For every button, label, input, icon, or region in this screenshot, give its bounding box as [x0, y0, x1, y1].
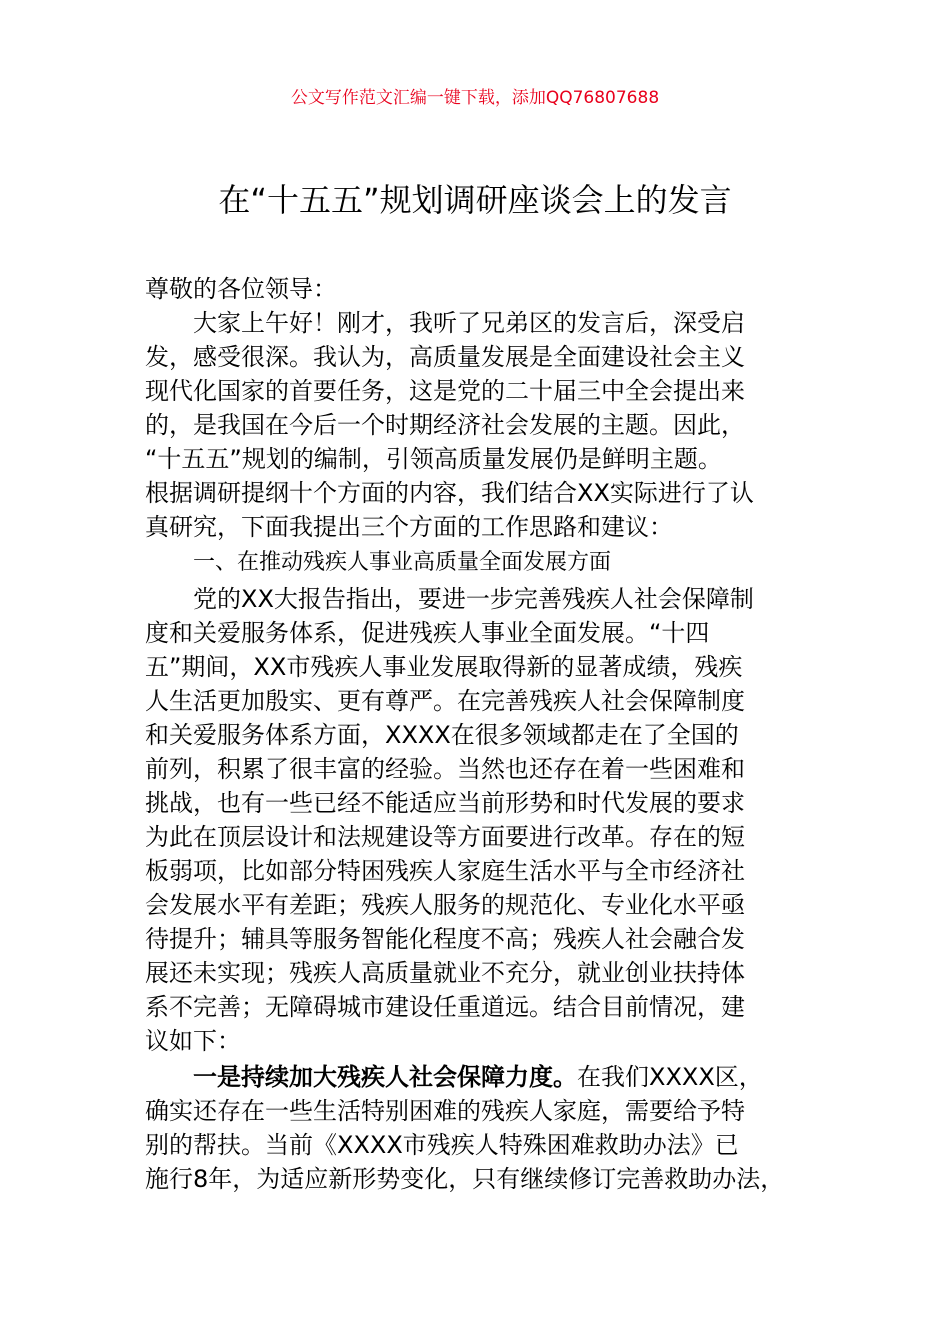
body-line: 大家上午好！刚才，我听了兄弟区的发言后，深受启 — [193, 309, 745, 337]
body-line: 展还未实现；残疾人高质量就业不充分，就业创业扶持体 — [145, 959, 745, 987]
body-line: 现代化国家的首要任务，这是党的二十届三中全会提出来 — [145, 377, 745, 405]
body-line: 和关爱服务体系方面，XXXX在很多领域都走在了全国的 — [145, 721, 739, 749]
body-line: 度和关爱服务体系，促进残疾人事业全面发展。“十四 — [145, 619, 710, 647]
bold-lead: 一是持续加大残疾人社会保障力度。 — [193, 1063, 577, 1091]
body-line: 别的帮扶。当前《XXXX市残疾人特殊困难救助办法》已 — [145, 1131, 739, 1159]
body-line — [193, 1060, 763, 1094]
body-line: 的，是我国在今后一个时期经济社会发展的主题。因此， — [145, 411, 745, 439]
body-line: 为此在顶层设计和法规建设等方面要进行改革。存在的短 — [145, 823, 745, 851]
body-line: 会发展水平有差距；残疾人服务的规范化、专业化水平亟 — [145, 891, 745, 919]
lead-continuation: 在我们XXXX区， — [577, 1063, 763, 1091]
body-line: 待提升；辅具等服务智能化程度不高；残疾人社会融合发 — [145, 925, 745, 953]
body-line: 板弱项，比如部分特困残疾人家庭生活水平与全市经济社 — [145, 857, 745, 885]
body-line: “十五五”规划的编制，引领高质量发展仍是鲜明主题。 — [145, 445, 722, 473]
body-line: 施行8年，为适应新形势变化，只有继续修订完善救助办法， — [145, 1165, 785, 1193]
body-line: 真研究，下面我提出三个方面的工作思路和建议： — [145, 513, 673, 541]
salutation: 尊敬的各位领导： — [145, 275, 337, 303]
section-heading: 一、在推动残疾人事业高质量全面发展方面 — [193, 550, 612, 575]
body-line: 发，感受很深。我认为，高质量发展是全面建设社会主义 — [145, 343, 745, 371]
body-line: 挑战，也有一些已经不能适应当前形势和时代发展的要求 — [145, 789, 745, 817]
body-line: 五”期间，XX市残疾人事业发展取得新的显著成绩，残疾 — [145, 653, 743, 681]
body-line: 根据调研提纲十个方面的内容，我们结合XX实际进行了认 — [145, 479, 754, 507]
body-line: 确实还存在一些生活特别困难的残疾人家庭，需要给予特 — [145, 1097, 745, 1125]
document-title: 在“十五五”规划调研座谈会上的发言 — [218, 181, 732, 219]
body-line: 党的XX大报告指出，要进一步完善残疾人社会保障制 — [193, 585, 754, 613]
body-line: 议如下： — [145, 1027, 241, 1055]
download-notice[interactable]: 公文写作范文汇编一键下载，添加QQ76807688 — [290, 88, 660, 108]
body-line: 前列，积累了很丰富的经验。当然也还存在着一些困难和 — [145, 755, 745, 783]
body-line: 人生活更加殷实、更有尊严。在完善残疾人社会保障制度 — [145, 687, 745, 715]
body-line: 系不完善；无障碍城市建设任重道远。结合目前情况，建 — [145, 993, 745, 1021]
